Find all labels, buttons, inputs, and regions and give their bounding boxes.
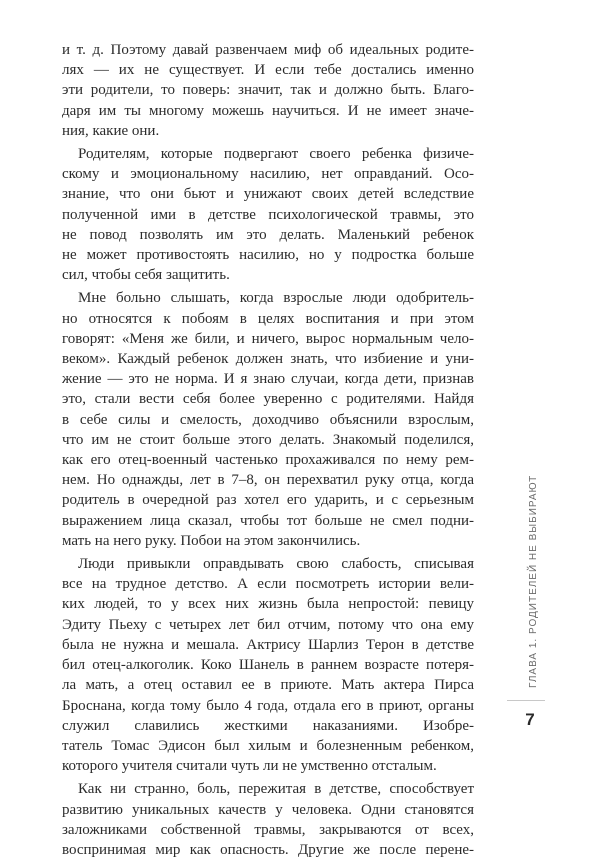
paragraph-4	[62, 554, 474, 776]
text-line: заложниками собственной травмы, закрываются от всех,	[62, 821, 474, 838]
text-line: ла мать, а отец оставил ее в приюте. Мать актера Пирса	[62, 677, 474, 694]
text-line: говорят: «Меня же били, и ничего, вырос нормальным чело-	[62, 330, 474, 347]
page-body-text	[62, 40, 474, 860]
text-line: ких людей, то у всех них жизнь была непростой: певицу	[62, 596, 474, 613]
text-line: полученной ими в детстве психологической травмы, это	[62, 206, 474, 223]
text-line: не повод позволять им это делать. Маленький ребенок	[62, 226, 474, 243]
text-line: Родителям, которые подвергают своего ребенка физиче-	[78, 146, 474, 163]
text-line: не может противостоять насилию, но у подростка больше	[62, 247, 474, 264]
text-line: эти родители, то поверь: значит, так и должно быть. Благо-	[62, 82, 474, 99]
text-line: выражением лица сказал, чтобы тот больше не смел подни-	[62, 512, 474, 529]
paragraph-5	[62, 779, 474, 860]
text-line: лях — их не существует. И если тебе достались именно	[62, 62, 474, 79]
paragraph-1	[62, 40, 474, 141]
text-line: даря им ты многому можешь научиться. И не имеет значе-	[62, 102, 474, 119]
text-line: Как ни странно, боль, пережитая в детстве, способствует	[78, 781, 474, 798]
text-line: скому и эмоциональному насилию, нет оправданий. Осо-	[62, 166, 474, 183]
text-line: в себе силы и смелость, доходчиво объяснили взрослым,	[62, 411, 474, 428]
text-line: это, стали вести себя более уверенно с родителями. Найдя	[62, 391, 474, 408]
text-line: была не нужна и мешала. Актрису Шарлиз Терон в детстве	[62, 636, 474, 653]
text-line: нем. Но однажды, лет в 7–8, он перехватил руку отца, когда	[62, 472, 474, 489]
text-line: мать на него руку. Побои на этом закончились.	[62, 532, 361, 549]
text-line: Люди привыкли оправдывать свою слабость, списывая	[78, 556, 474, 573]
text-line: родитель в очередной раз хотел его ударить, и с серьезным	[62, 492, 474, 509]
page-number: 7	[525, 710, 535, 729]
text-line: все на трудное детство. А если посмотреть истории вели-	[62, 576, 474, 593]
text-line: как его отец-военный частенько прохаживался по нему рем-	[62, 452, 474, 469]
text-line: Эдиту Пьеху с четырех лет бил отчим, потому что она ему	[62, 616, 474, 633]
text-line: и т. д. Поэтому давай развенчаем миф об идеальных родите-	[62, 42, 474, 58]
text-line: которого учителя считали чуть ли не умственно отсталым.	[62, 758, 437, 775]
text-line: служил славились жесткими наказаниями. Изобре-	[62, 717, 474, 734]
text-line: развитию уникальных качеств у человека. Одни становятся	[62, 801, 474, 818]
text-line: Мне больно слышать, когда взрослые люди одобритель-	[78, 290, 474, 307]
text-line: Броснана, когда тому было 4 года, отдала его в приют, органы	[62, 697, 474, 714]
text-line: знание, что они бьют и унижают своих детей вследствие	[62, 186, 474, 203]
page-number-rule	[507, 700, 545, 701]
text-line: бил отец-алкоголик. Коко Шанель в раннем возрасте потеря-	[62, 657, 474, 674]
text-line: веком». Каждый ребенок должен знать, что избиение и уни-	[62, 351, 474, 368]
text-line: воспринимая мир как опасность. Другие же после перене-	[62, 841, 474, 858]
text-line: но относятся к побоям в целях воспитания и при этом	[62, 310, 474, 327]
text-line: татель Томас Эдисон был хилым и болезненным ребенком,	[62, 737, 474, 754]
text-line: сил, чтобы себя защитить.	[62, 267, 230, 284]
text-line: ния, какие они.	[62, 122, 160, 139]
paragraph-3	[62, 288, 474, 551]
running-head: ГЛАВА 1. РОДИТЕЛЕЙ НЕ ВЫБИРАЮТ	[528, 474, 539, 688]
paragraph-2	[62, 144, 474, 285]
text-line: что им не стоит больше этого делать. Знакомый поделился,	[62, 431, 474, 448]
text-line: жение — это не норма. И я знаю случаи, когда дети, признав	[62, 371, 474, 388]
